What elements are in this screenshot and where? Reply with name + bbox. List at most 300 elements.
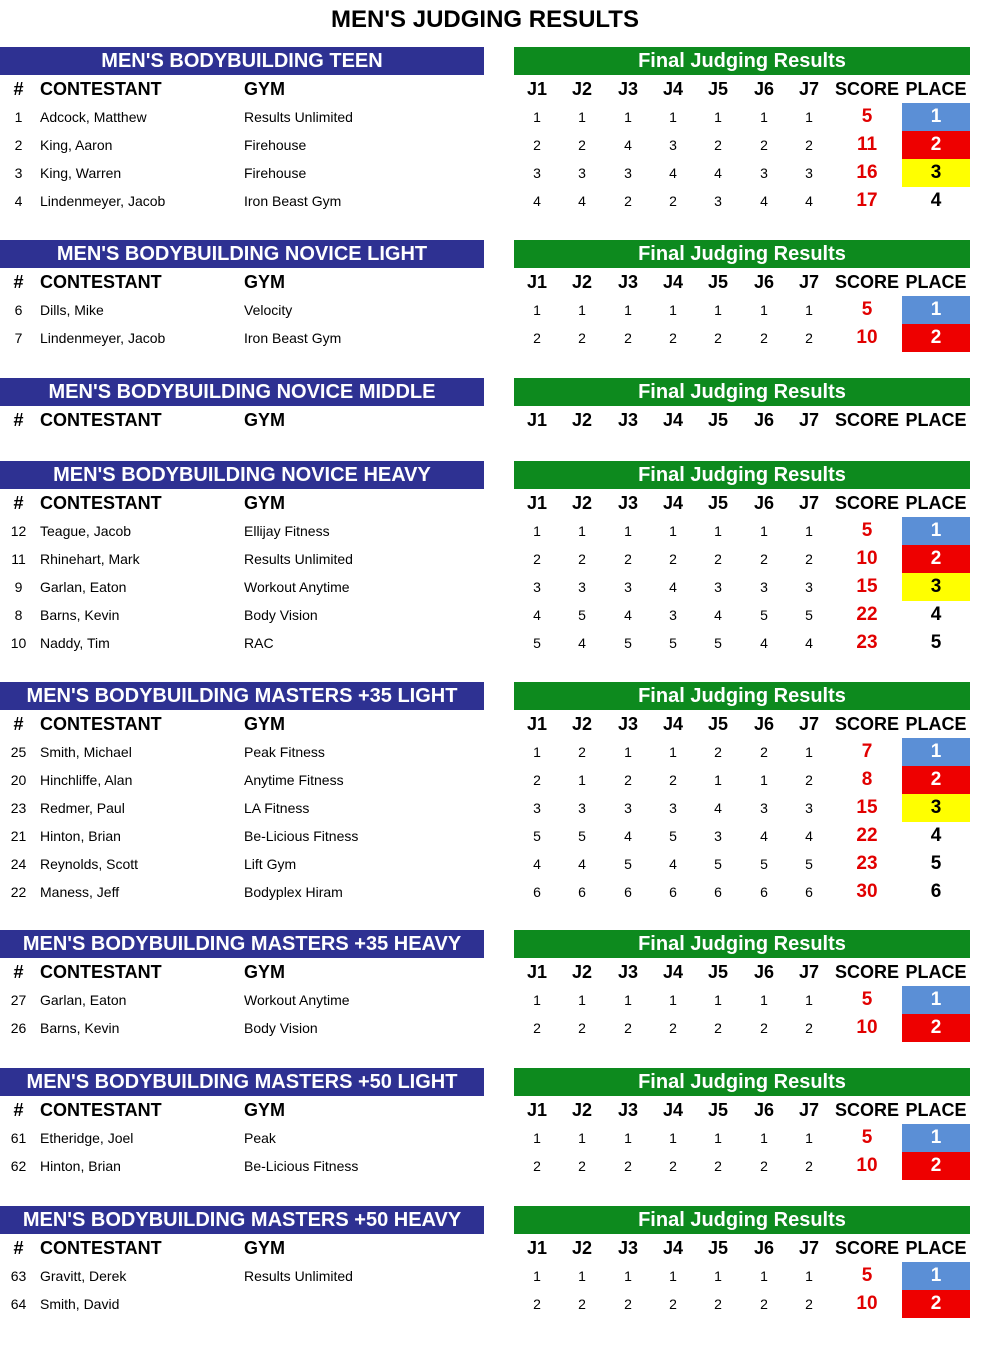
place-value: 1 <box>902 986 970 1014</box>
header-j5: J5 <box>707 962 729 982</box>
judge-4-rank: 5 <box>669 828 677 844</box>
gym-name: Firehouse <box>244 165 307 181</box>
judge-7-rank: 3 <box>805 165 813 181</box>
header-j6: J6 <box>753 1238 775 1258</box>
judge-4-rank: 1 <box>669 302 677 318</box>
judge-5-rank: 3 <box>714 193 722 209</box>
header-gym: GYM <box>244 272 286 292</box>
place-value: 4 <box>930 604 942 625</box>
header-contestant: CONTESTANT <box>40 79 162 99</box>
contestant-name: Gravitt, Derek <box>40 1268 127 1284</box>
judge-3-rank: 2 <box>624 330 632 346</box>
judge-1-rank: 5 <box>533 828 541 844</box>
judge-3-rank: 1 <box>624 109 632 125</box>
judge-6-rank: 2 <box>760 1020 768 1036</box>
judge-4-rank: 1 <box>669 744 677 760</box>
header-score: SCORE <box>834 493 899 513</box>
header-num: # <box>13 410 24 430</box>
table-row <box>0 517 1000 545</box>
header-j3: J3 <box>617 1100 639 1120</box>
judge-3-rank: 1 <box>624 992 632 1008</box>
judge-5-rank: 6 <box>714 884 722 900</box>
score-value: 22 <box>856 825 878 846</box>
gym-name: Firehouse <box>244 137 307 153</box>
header-j6: J6 <box>753 272 775 292</box>
header-j3: J3 <box>617 493 639 513</box>
header-j5: J5 <box>707 1238 729 1258</box>
judge-6-rank: 1 <box>760 1130 768 1146</box>
judge-5-rank: 2 <box>714 330 722 346</box>
table-header <box>0 1096 1000 1124</box>
header-j6: J6 <box>753 714 775 734</box>
table-row <box>0 766 1000 794</box>
header-j2: J2 <box>571 79 593 99</box>
table-header <box>0 489 1000 517</box>
judge-6-rank: 6 <box>760 884 768 900</box>
judge-4-rank: 2 <box>669 772 677 788</box>
place-value: 2 <box>902 766 970 794</box>
judge-1-rank: 2 <box>533 772 541 788</box>
judge-6-rank: 5 <box>760 607 768 623</box>
judge-7-rank: 2 <box>805 330 813 346</box>
contestant-number: 26 <box>10 1020 27 1036</box>
contestant-name: Hinton, Brian <box>40 1158 121 1174</box>
header-j1: J1 <box>526 1100 548 1120</box>
judge-3-rank: 6 <box>624 884 632 900</box>
header-j6: J6 <box>753 962 775 982</box>
judge-4-rank: 4 <box>669 165 677 181</box>
contestant-name: King, Aaron <box>40 137 113 153</box>
judge-7-rank: 5 <box>805 856 813 872</box>
contestant-number: 1 <box>14 109 23 125</box>
results-section <box>0 1206 1000 1318</box>
judge-1-rank: 6 <box>533 884 541 900</box>
judge-3-rank: 2 <box>624 1296 632 1312</box>
judge-5-rank: 1 <box>714 523 722 539</box>
contestant-name: Garlan, Eaton <box>40 579 127 595</box>
header-j4: J4 <box>662 1100 684 1120</box>
gym-name: Results Unlimited <box>244 109 353 125</box>
results-banner: Final Judging Results <box>514 1068 970 1096</box>
judge-6-rank: 3 <box>760 800 768 816</box>
gym-name: Body Vision <box>244 1020 318 1036</box>
header-j2: J2 <box>571 1238 593 1258</box>
score-value: 15 <box>856 797 878 818</box>
place-value: 3 <box>902 794 970 822</box>
header-j1: J1 <box>526 272 548 292</box>
judge-4-rank: 2 <box>669 1296 677 1312</box>
score-value: 5 <box>861 989 873 1010</box>
judge-7-rank: 2 <box>805 772 813 788</box>
judge-6-rank: 1 <box>760 302 768 318</box>
judge-1-rank: 1 <box>533 1130 541 1146</box>
place-value: 4 <box>930 190 942 211</box>
header-j5: J5 <box>707 714 729 734</box>
contestant-number: 20 <box>10 772 27 788</box>
header-score: SCORE <box>834 1238 899 1258</box>
place-value: 5 <box>930 632 942 653</box>
header-gym: GYM <box>244 410 286 430</box>
judge-7-rank: 5 <box>805 607 813 623</box>
judge-4-rank: 1 <box>669 1268 677 1284</box>
contestant-name: Naddy, Tim <box>40 635 110 651</box>
header-j3: J3 <box>617 410 639 430</box>
judge-4-rank: 2 <box>669 551 677 567</box>
judge-3-rank: 1 <box>624 1130 632 1146</box>
header-j5: J5 <box>707 410 729 430</box>
score-value: 5 <box>861 520 873 541</box>
header-j1: J1 <box>526 493 548 513</box>
results-banner: Final Judging Results <box>514 682 970 710</box>
judge-3-rank: 2 <box>624 551 632 567</box>
contestant-name: Dills, Mike <box>40 302 104 318</box>
results-banner: Final Judging Results <box>514 930 970 958</box>
results-banner: Final Judging Results <box>514 461 970 489</box>
header-num: # <box>13 272 24 292</box>
judge-1-rank: 1 <box>533 109 541 125</box>
contestant-name: Etheridge, Joel <box>40 1130 134 1146</box>
header-score: SCORE <box>834 410 899 430</box>
judge-2-rank: 1 <box>578 1268 586 1284</box>
place-value: 1 <box>902 738 970 766</box>
page-title: MEN'S JUDGING RESULTS <box>331 6 639 33</box>
judge-6-rank: 1 <box>760 1268 768 1284</box>
contestant-name: King, Warren <box>40 165 122 181</box>
header-j7: J7 <box>798 1100 820 1120</box>
judge-3-rank: 1 <box>624 302 632 318</box>
contestant-name: Smith, David <box>40 1296 120 1312</box>
judge-2-rank: 3 <box>578 800 586 816</box>
header-num: # <box>13 962 24 982</box>
contestant-number: 21 <box>10 828 27 844</box>
judge-2-rank: 3 <box>578 165 586 181</box>
judge-4-rank: 1 <box>669 992 677 1008</box>
table-row <box>0 629 1000 657</box>
header-place: PLACE <box>905 1238 967 1258</box>
contestant-number: 9 <box>14 579 23 595</box>
judge-6-rank: 2 <box>760 551 768 567</box>
judge-7-rank: 4 <box>805 828 813 844</box>
judge-2-rank: 1 <box>578 109 586 125</box>
contestant-name: Teague, Jacob <box>40 523 132 539</box>
judge-6-rank: 1 <box>760 523 768 539</box>
contestant-number: 64 <box>10 1296 27 1312</box>
judge-4-rank: 6 <box>669 884 677 900</box>
header-gym: GYM <box>244 79 286 99</box>
header-j5: J5 <box>707 493 729 513</box>
place-value: 2 <box>902 324 970 352</box>
judge-1-rank: 2 <box>533 1158 541 1174</box>
place-value: 2 <box>902 1290 970 1318</box>
judge-7-rank: 1 <box>805 523 813 539</box>
table-row <box>0 545 1000 573</box>
header-j2: J2 <box>571 1100 593 1120</box>
header-j2: J2 <box>571 493 593 513</box>
judge-5-rank: 2 <box>714 137 722 153</box>
judge-5-rank: 4 <box>714 607 722 623</box>
judge-7-rank: 3 <box>805 800 813 816</box>
table-row <box>0 573 1000 601</box>
contestant-name: Hinchliffe, Alan <box>40 772 133 788</box>
header-j2: J2 <box>571 410 593 430</box>
contestant-name: Adcock, Matthew <box>40 109 147 125</box>
judge-5-rank: 4 <box>714 800 722 816</box>
judge-4-rank: 5 <box>669 635 677 651</box>
contestant-name: Barns, Kevin <box>40 1020 120 1036</box>
header-j6: J6 <box>753 410 775 430</box>
contestant-number: 25 <box>10 744 27 760</box>
judge-5-rank: 2 <box>714 551 722 567</box>
judge-5-rank: 1 <box>714 992 722 1008</box>
judge-4-rank: 2 <box>669 1020 677 1036</box>
category-title: MEN'S BODYBUILDING MASTERS +35 HEAVY <box>0 930 484 958</box>
judge-2-rank: 2 <box>578 330 586 346</box>
header-j3: J3 <box>617 79 639 99</box>
score-value: 5 <box>861 1265 873 1286</box>
judge-4-rank: 3 <box>669 137 677 153</box>
judge-5-rank: 3 <box>714 579 722 595</box>
header-j1: J1 <box>526 962 548 982</box>
header-place: PLACE <box>905 272 967 292</box>
judge-1-rank: 1 <box>533 302 541 318</box>
place-value: 1 <box>902 1124 970 1152</box>
judge-6-rank: 1 <box>760 109 768 125</box>
header-j4: J4 <box>662 272 684 292</box>
judge-3-rank: 3 <box>624 579 632 595</box>
header-j4: J4 <box>662 962 684 982</box>
header-j7: J7 <box>798 962 820 982</box>
results-section <box>0 682 1000 906</box>
header-j3: J3 <box>617 1238 639 1258</box>
judge-2-rank: 5 <box>578 828 586 844</box>
contestant-number: 3 <box>14 165 23 181</box>
judge-3-rank: 4 <box>624 137 632 153</box>
place-value: 2 <box>902 545 970 573</box>
place-value: 4 <box>930 825 942 846</box>
contestant-number: 24 <box>10 856 27 872</box>
judge-6-rank: 3 <box>760 165 768 181</box>
contestant-number: 61 <box>10 1130 27 1146</box>
contestant-number: 8 <box>14 607 23 623</box>
judge-6-rank: 1 <box>760 772 768 788</box>
table-header <box>0 75 1000 103</box>
gym-name: Results Unlimited <box>244 551 353 567</box>
judge-1-rank: 2 <box>533 551 541 567</box>
header-j5: J5 <box>707 79 729 99</box>
results-section <box>0 930 1000 1042</box>
header-score: SCORE <box>834 272 899 292</box>
table-row <box>0 296 1000 324</box>
header-place: PLACE <box>905 493 967 513</box>
header-j4: J4 <box>662 410 684 430</box>
results-banner: Final Judging Results <box>514 378 970 406</box>
header-place: PLACE <box>905 410 967 430</box>
header-j6: J6 <box>753 79 775 99</box>
gym-name: Be-Licious Fitness <box>244 828 359 844</box>
table-header <box>0 1234 1000 1262</box>
table-row <box>0 878 1000 906</box>
judge-7-rank: 4 <box>805 635 813 651</box>
judge-2-rank: 4 <box>578 635 586 651</box>
table-row <box>0 601 1000 629</box>
judge-4-rank: 2 <box>669 193 677 209</box>
header-j6: J6 <box>753 493 775 513</box>
header-j7: J7 <box>798 410 820 430</box>
judge-2-rank: 2 <box>578 137 586 153</box>
header-contestant: CONTESTANT <box>40 714 162 734</box>
header-score: SCORE <box>834 714 899 734</box>
score-value: 10 <box>856 1293 878 1314</box>
category-title: MEN'S BODYBUILDING NOVICE MIDDLE <box>0 378 484 406</box>
judge-5-rank: 2 <box>714 744 722 760</box>
judge-3-rank: 2 <box>624 1020 632 1036</box>
judge-1-rank: 4 <box>533 193 541 209</box>
judge-2-rank: 4 <box>578 856 586 872</box>
table-row <box>0 738 1000 766</box>
judge-2-rank: 2 <box>578 1020 586 1036</box>
judge-6-rank: 4 <box>760 828 768 844</box>
judge-6-rank: 3 <box>760 579 768 595</box>
score-value: 10 <box>856 1155 878 1176</box>
judge-7-rank: 1 <box>805 1130 813 1146</box>
judge-7-rank: 2 <box>805 137 813 153</box>
judge-5-rank: 1 <box>714 1268 722 1284</box>
judge-2-rank: 2 <box>578 1158 586 1174</box>
judge-2-rank: 1 <box>578 302 586 318</box>
place-value: 2 <box>902 131 970 159</box>
place-value: 1 <box>902 1262 970 1290</box>
category-title: MEN'S BODYBUILDING NOVICE LIGHT <box>0 240 484 268</box>
table-row <box>0 794 1000 822</box>
judge-1-rank: 1 <box>533 744 541 760</box>
header-j3: J3 <box>617 962 639 982</box>
judge-1-rank: 4 <box>533 607 541 623</box>
header-gym: GYM <box>244 493 286 513</box>
table-header <box>0 710 1000 738</box>
judge-2-rank: 3 <box>578 579 586 595</box>
results-section <box>0 461 1000 657</box>
judge-4-rank: 2 <box>669 330 677 346</box>
header-j1: J1 <box>526 1238 548 1258</box>
judge-4-rank: 1 <box>669 1130 677 1146</box>
category-title: MEN'S BODYBUILDING TEEN <box>0 47 484 75</box>
header-j3: J3 <box>617 272 639 292</box>
gym-name: Peak Fitness <box>244 744 325 760</box>
gym-name: Lift Gym <box>244 856 297 872</box>
judge-7-rank: 1 <box>805 109 813 125</box>
header-num: # <box>13 1238 24 1258</box>
header-contestant: CONTESTANT <box>40 1100 162 1120</box>
header-score: SCORE <box>834 962 899 982</box>
table-row <box>0 1014 1000 1042</box>
judge-3-rank: 3 <box>624 165 632 181</box>
score-value: 23 <box>856 853 878 874</box>
judge-6-rank: 2 <box>760 744 768 760</box>
table-row <box>0 159 1000 187</box>
category-title: MEN'S BODYBUILDING MASTERS +35 LIGHT <box>0 682 484 710</box>
judge-5-rank: 2 <box>714 1020 722 1036</box>
judge-6-rank: 2 <box>760 137 768 153</box>
category-title: MEN'S BODYBUILDING NOVICE HEAVY <box>0 461 484 489</box>
contestant-number: 7 <box>14 330 23 346</box>
judge-1-rank: 3 <box>533 165 541 181</box>
category-title: MEN'S BODYBUILDING MASTERS +50 HEAVY <box>0 1206 484 1234</box>
contestant-number: 12 <box>10 523 27 539</box>
judge-7-rank: 2 <box>805 1296 813 1312</box>
gym-name: Iron Beast Gym <box>244 330 342 346</box>
header-contestant: CONTESTANT <box>40 272 162 292</box>
header-contestant: CONTESTANT <box>40 493 162 513</box>
header-j4: J4 <box>662 714 684 734</box>
header-num: # <box>13 493 24 513</box>
judge-2-rank: 1 <box>578 523 586 539</box>
judge-2-rank: 5 <box>578 607 586 623</box>
contestant-name: Maness, Jeff <box>40 884 120 900</box>
header-j2: J2 <box>571 714 593 734</box>
judge-5-rank: 1 <box>714 1130 722 1146</box>
contestant-name: Smith, Michael <box>40 744 132 760</box>
results-section <box>0 240 1000 352</box>
header-place: PLACE <box>905 714 967 734</box>
table-header <box>0 958 1000 986</box>
judge-1-rank: 2 <box>533 137 541 153</box>
gym-name: Workout Anytime <box>244 579 350 595</box>
judge-3-rank: 1 <box>624 523 632 539</box>
score-value: 5 <box>861 1127 873 1148</box>
place-value: 5 <box>930 853 942 874</box>
gym-name: Ellijay Fitness <box>244 523 330 539</box>
judge-5-rank: 4 <box>714 165 722 181</box>
judge-5-rank: 1 <box>714 302 722 318</box>
gym-name: Anytime Fitness <box>244 772 344 788</box>
judge-6-rank: 4 <box>760 193 768 209</box>
results-banner: Final Judging Results <box>514 1206 970 1234</box>
gym-name: Velocity <box>244 302 293 318</box>
score-value: 23 <box>856 632 878 653</box>
contestant-name: Lindenmeyer, Jacob <box>40 330 166 346</box>
score-value: 15 <box>856 576 878 597</box>
results-banner: Final Judging Results <box>514 240 970 268</box>
header-j7: J7 <box>798 272 820 292</box>
gym-name: RAC <box>244 635 274 651</box>
results-section <box>0 378 1000 434</box>
judge-1-rank: 5 <box>533 635 541 651</box>
judge-5-rank: 2 <box>714 1158 722 1174</box>
judge-7-rank: 1 <box>805 992 813 1008</box>
header-j7: J7 <box>798 493 820 513</box>
place-value: 2 <box>902 1014 970 1042</box>
judge-7-rank: 2 <box>805 1020 813 1036</box>
judge-6-rank: 2 <box>760 330 768 346</box>
judge-4-rank: 2 <box>669 1158 677 1174</box>
judge-3-rank: 4 <box>624 607 632 623</box>
header-j2: J2 <box>571 962 593 982</box>
score-value: 16 <box>856 162 878 183</box>
gym-name: Results Unlimited <box>244 1268 353 1284</box>
judge-7-rank: 6 <box>805 884 813 900</box>
header-score: SCORE <box>834 1100 899 1120</box>
judge-7-rank: 4 <box>805 193 813 209</box>
contestant-name: Lindenmeyer, Jacob <box>40 193 166 209</box>
table-row <box>0 131 1000 159</box>
contestant-number: 2 <box>14 137 23 153</box>
score-value: 30 <box>856 881 878 902</box>
table-row <box>0 187 1000 215</box>
judge-1-rank: 2 <box>533 330 541 346</box>
header-j4: J4 <box>662 79 684 99</box>
header-place: PLACE <box>905 1100 967 1120</box>
header-gym: GYM <box>244 962 286 982</box>
